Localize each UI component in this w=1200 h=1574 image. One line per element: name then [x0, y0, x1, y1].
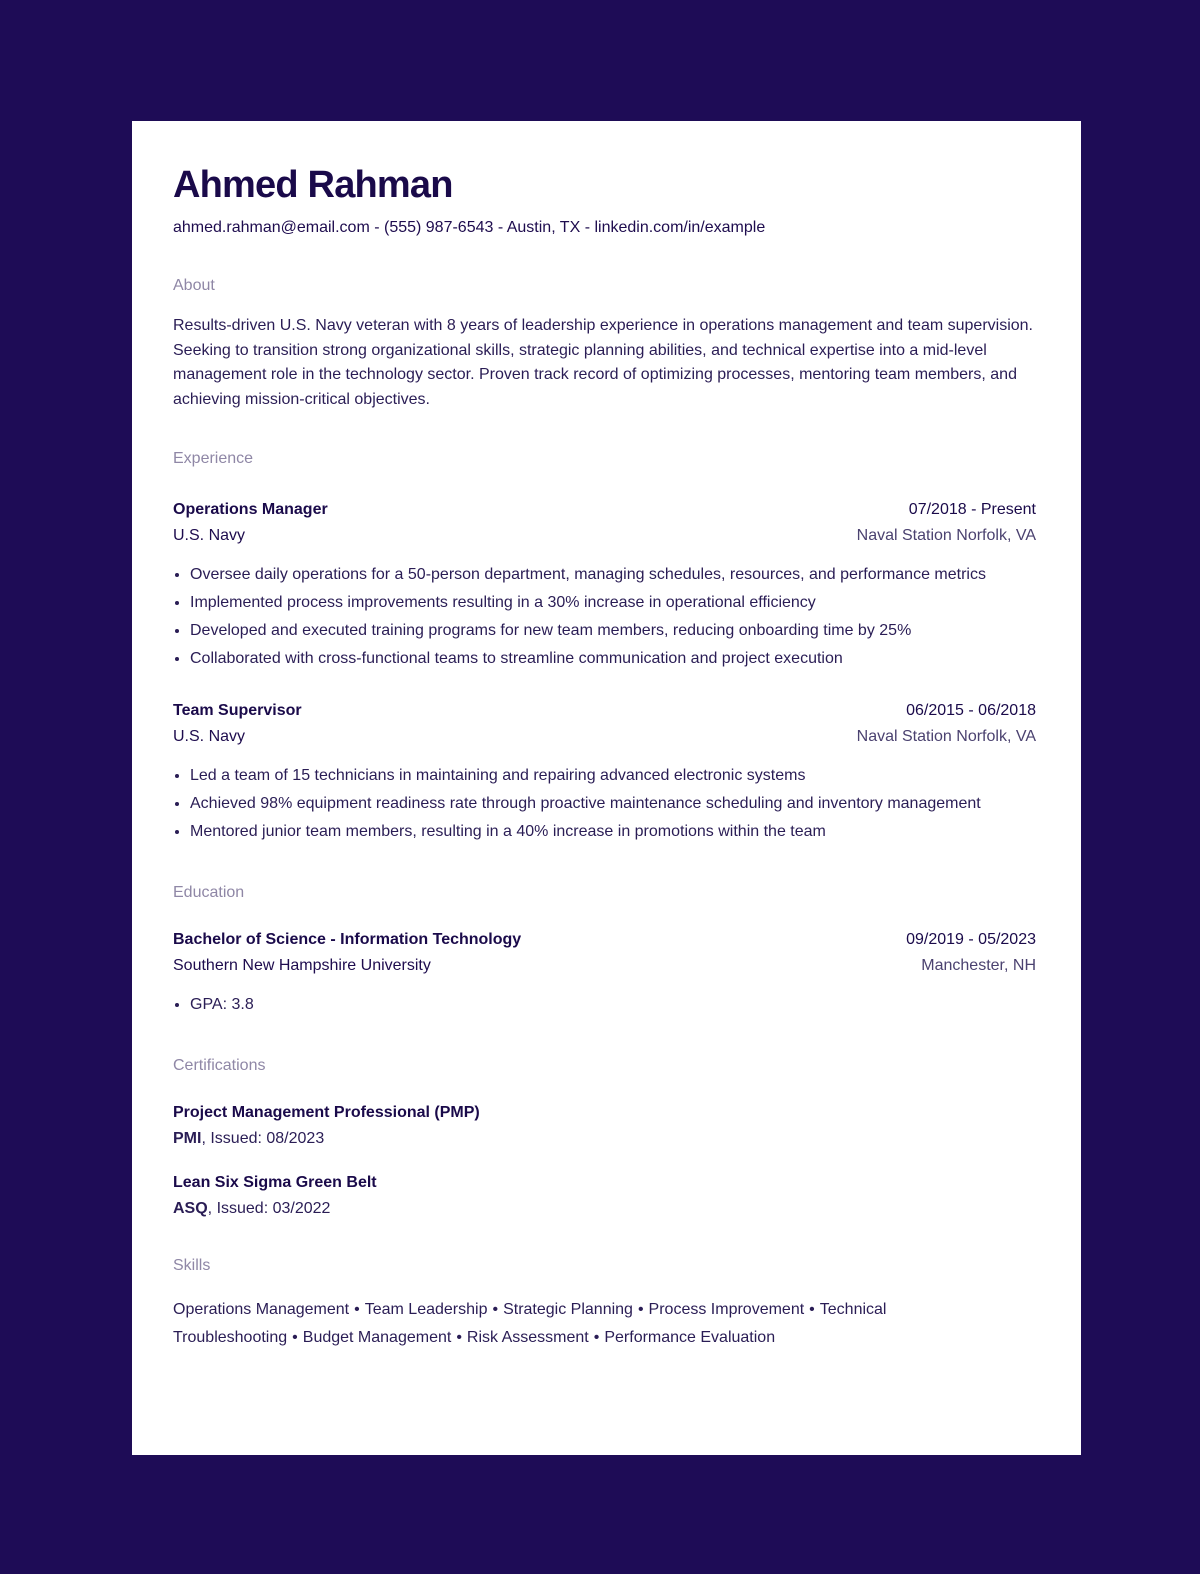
about-text: Results-driven U.S. Navy veteran with 8 years of leadership experience in operations management and team supervision. Seeking to transition strong organizational skills, strategic planning abilities, and technical expertise into a mid-level management role in the technology sector. Proven track record of optimizing processes, mentoring team members, and achieving mission-critical objectives.: [173, 317, 1033, 408]
certification-name: Project Management Professional (PMP): [173, 1104, 480, 1121]
job-subheader: [173, 724, 1036, 750]
skill-item: Operations Management: [173, 1301, 350, 1318]
skill-item: Strategic Planning: [503, 1301, 633, 1318]
certification-entry: [173, 1100, 1036, 1152]
education-header: [173, 927, 1036, 953]
certification-name: Lean Six Sigma Green Belt: [173, 1174, 377, 1191]
school-location: Manchester, NH: [921, 957, 1036, 974]
education-bullets: [173, 991, 1036, 1019]
skill-separator: •: [593, 1329, 600, 1346]
certification-entry: [173, 1170, 1036, 1222]
certification-issuer: PMI: [173, 1130, 202, 1147]
job-org: U.S. Navy: [173, 728, 246, 745]
education-entry: [173, 927, 1036, 1019]
skill-separator: •: [456, 1329, 462, 1346]
job-bullets: [173, 762, 1036, 846]
section-title-skills: Skills: [173, 1257, 211, 1274]
section-title-education: Education: [173, 884, 245, 901]
skill-separator: •: [492, 1301, 499, 1318]
bullet-item: • Achieved 98% equipment readiness rate through proactive maintenance scheduling and inventory management: [190, 790, 1036, 818]
job-entry: [173, 698, 1036, 846]
education-dates: 09/2019 - 05/2023: [906, 931, 1036, 948]
skill-item: Risk Assessment: [466, 1329, 589, 1346]
education-subheader: [173, 953, 1036, 979]
job-location: Naval Station Norfolk, VA: [856, 527, 1036, 544]
job-subheader: [173, 523, 1036, 549]
skill-separator: •: [292, 1329, 298, 1346]
job-entry: [173, 497, 1036, 673]
candidate-name: Ahmed Rahman: [173, 164, 453, 206]
degree-title: Bachelor of Science - Information Technology: [173, 931, 522, 948]
section-title-about: About: [173, 277, 215, 294]
bullet-item: • Collaborated with cross-functional teams to streamline communication and project execution: [190, 645, 1036, 673]
bullet-item: • Developed and executed training programs for new team members, reducing onboarding time by 25%: [190, 617, 1036, 645]
job-dates: 06/2015 - 06/2018: [906, 702, 1036, 719]
job-header: [173, 497, 1036, 523]
job-bullets: [173, 561, 1036, 673]
bullet-item: • Implemented process improvements resulting in a 30% increase in operational efficiency: [190, 589, 1036, 617]
certification-meta: [173, 1196, 1036, 1222]
skill-item: Technical Troubleshooting: [173, 1301, 887, 1346]
resume-page: [132, 121, 1081, 1455]
certification-issuer: ASQ: [173, 1200, 208, 1217]
certification-meta: [173, 1126, 1036, 1152]
school-name: Southern New Hampshire University: [173, 957, 431, 974]
skill-separator: •: [809, 1301, 815, 1318]
job-header: [173, 698, 1036, 724]
section-title-certifications: Certifications: [173, 1057, 266, 1074]
job-dates: 07/2018 - Present: [908, 501, 1036, 518]
job-title: Operations Manager: [173, 501, 328, 518]
skill-item: Budget Management: [302, 1329, 452, 1346]
section-title-experience: Experience: [173, 450, 254, 467]
skill-separator: •: [637, 1301, 644, 1318]
bullet-item: • Mentored junior team members, resulting in a 40% increase in promotions within the team: [190, 818, 1036, 846]
skills-list: [173, 1296, 973, 1352]
certification-issued: , Issued: 03/2022: [207, 1200, 331, 1217]
certification-issued: , Issued: 08/2023: [201, 1130, 325, 1147]
bullet-item: • Oversee daily operations for a 50-person department, managing schedules, resources, and performance metrics: [190, 561, 1036, 589]
bullet-item: • Led a team of 15 technicians in maintaining and repairing advanced electronic systems: [190, 762, 1036, 790]
bullet-item: • GPA: 3.8: [190, 991, 1036, 1019]
job-title: Team Supervisor: [173, 702, 302, 719]
skill-item: Team Leadership: [364, 1301, 488, 1318]
job-org: U.S. Navy: [173, 527, 246, 544]
certification-list: [173, 1100, 1036, 1222]
contact-line: ahmed.rahman@email.com - (555) 987-6543 - Austin, TX - linkedin.com/in/example: [173, 219, 766, 236]
skill-item: Performance Evaluation: [604, 1329, 776, 1346]
job-location: Naval Station Norfolk, VA: [856, 728, 1036, 745]
skill-item: Process Improvement: [648, 1301, 805, 1318]
skill-separator: •: [354, 1301, 360, 1318]
